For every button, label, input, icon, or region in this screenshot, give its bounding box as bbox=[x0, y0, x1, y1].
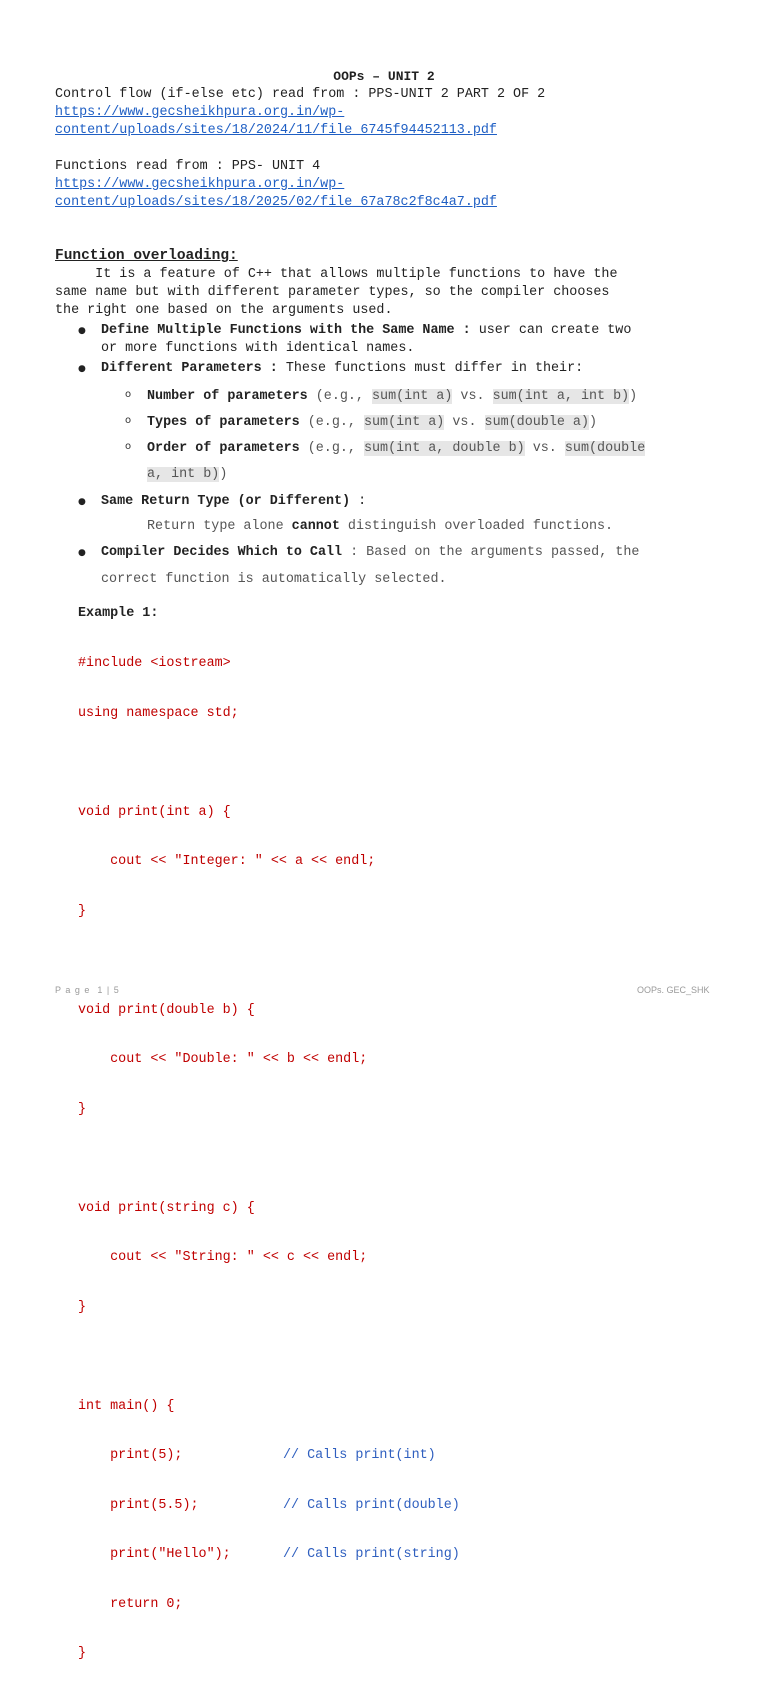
sub-bullet-types: Types of parameters (e.g., sum(int a) vs. sum(double a)) bbox=[147, 415, 598, 430]
bullet-icon: ● bbox=[78, 497, 86, 507]
code-line: } bbox=[78, 903, 87, 919]
sub-bullet-icon: o bbox=[125, 441, 132, 452]
code-line bbox=[78, 1151, 375, 1168]
sub-bullet-icon: o bbox=[125, 389, 132, 400]
functions-link-part1[interactable]: https://www.gecsheikhpura.org.in/wp- bbox=[55, 177, 345, 192]
code-line: int main() { bbox=[78, 1398, 175, 1414]
code-line: return 0; bbox=[78, 1596, 183, 1612]
code-line: void print(int a) { bbox=[78, 804, 231, 820]
bullet-icon: ● bbox=[78, 326, 86, 336]
intro-line-3: the right one based on the arguments used. bbox=[55, 303, 393, 318]
code-line: } bbox=[78, 1646, 87, 1661]
sub-bullet-icon: o bbox=[125, 415, 132, 426]
code-line: cout << "Integer: " << a << endl; bbox=[78, 854, 376, 869]
code-line: print(5); // Calls print(int) bbox=[78, 1448, 436, 1463]
control-flow-link-part2[interactable]: content/uploads/sites/18/2024/11/file_6745f94452113.pdf bbox=[55, 123, 497, 138]
code-line: print(5.5); // Calls print(double) bbox=[78, 1497, 460, 1513]
bullet-return-type: Same Return Type (or Different) : bbox=[101, 494, 367, 509]
code-line: } bbox=[78, 1299, 87, 1315]
code-line: print("Hello"); // Calls print(string) bbox=[78, 1547, 460, 1562]
sub-bullet-number: Number of parameters (e.g., sum(int a) vs. sum(int a, int b)) bbox=[147, 389, 638, 404]
code-comment: // Calls print(int) bbox=[283, 1448, 436, 1463]
functions-link-part2[interactable]: content/uploads/sites/18/2025/02/file_67a78c2f8c4a7.pdf bbox=[55, 195, 497, 210]
footer-label: OOPs. GEC_SHK bbox=[637, 985, 710, 995]
bullet-define-multiple-cont: or more functions with identical names. bbox=[101, 341, 415, 356]
code-block bbox=[78, 623, 460, 1696]
intro-line-2: same name but with different parameter types, so the compiler chooses bbox=[55, 285, 610, 300]
code-line: cout << "Double: " << b << endl; bbox=[78, 1052, 368, 1067]
bullet-different-params: Different Parameters : These functions must differ in their: bbox=[101, 361, 584, 376]
sub-bullet-order-cont: a, int b)) bbox=[147, 467, 228, 482]
page-title: OOPs – UNIT 2 bbox=[333, 69, 435, 84]
code-line: void print(double b) { bbox=[78, 1002, 255, 1018]
bullet-define-multiple: Define Multiple Functions with the Same Name : user can create two bbox=[101, 323, 632, 338]
code-line: } bbox=[78, 1101, 87, 1117]
sub-bullet-order: Order of parameters (e.g., sum(int a, double b) vs. sum(double bbox=[147, 441, 646, 456]
bullet-icon: ● bbox=[78, 364, 86, 374]
page-number: P a g e 1 | 5 bbox=[55, 985, 120, 995]
compiler-decides-cont: correct function is automatically selected. bbox=[101, 572, 447, 587]
code-line: #include <iostream> bbox=[78, 656, 231, 671]
code-line: cout << "String: " << c << endl; bbox=[78, 1250, 368, 1265]
code-comment: // Calls print(double) bbox=[283, 1497, 460, 1513]
control-flow-link-part1[interactable]: https://www.gecsheikhpura.org.in/wp- bbox=[55, 105, 345, 120]
code-comment: // Calls print(string) bbox=[283, 1547, 460, 1562]
section-heading: Function overloading: bbox=[55, 248, 238, 264]
code-line bbox=[78, 953, 375, 970]
return-type-note: Return type alone cannot distinguish overloaded functions. bbox=[147, 519, 614, 534]
code-line bbox=[78, 755, 375, 772]
code-line: void print(string c) { bbox=[78, 1200, 255, 1216]
code-line bbox=[78, 1349, 375, 1366]
intro-line-1: It is a feature of C++ that allows multiple functions to have the bbox=[55, 267, 618, 282]
control-flow-reference: Control flow (if-else etc) read from : PPS-UNIT 2 PART 2 OF 2 bbox=[55, 87, 546, 102]
bullet-compiler-decides: Compiler Decides Which to Call : Based on the arguments passed, the bbox=[101, 545, 640, 560]
code-line: using namespace std; bbox=[78, 705, 239, 721]
example-label: Example 1: bbox=[78, 606, 159, 621]
bullet-icon: ● bbox=[78, 548, 86, 558]
functions-reference: Functions read from : PPS- UNIT 4 bbox=[55, 159, 321, 174]
